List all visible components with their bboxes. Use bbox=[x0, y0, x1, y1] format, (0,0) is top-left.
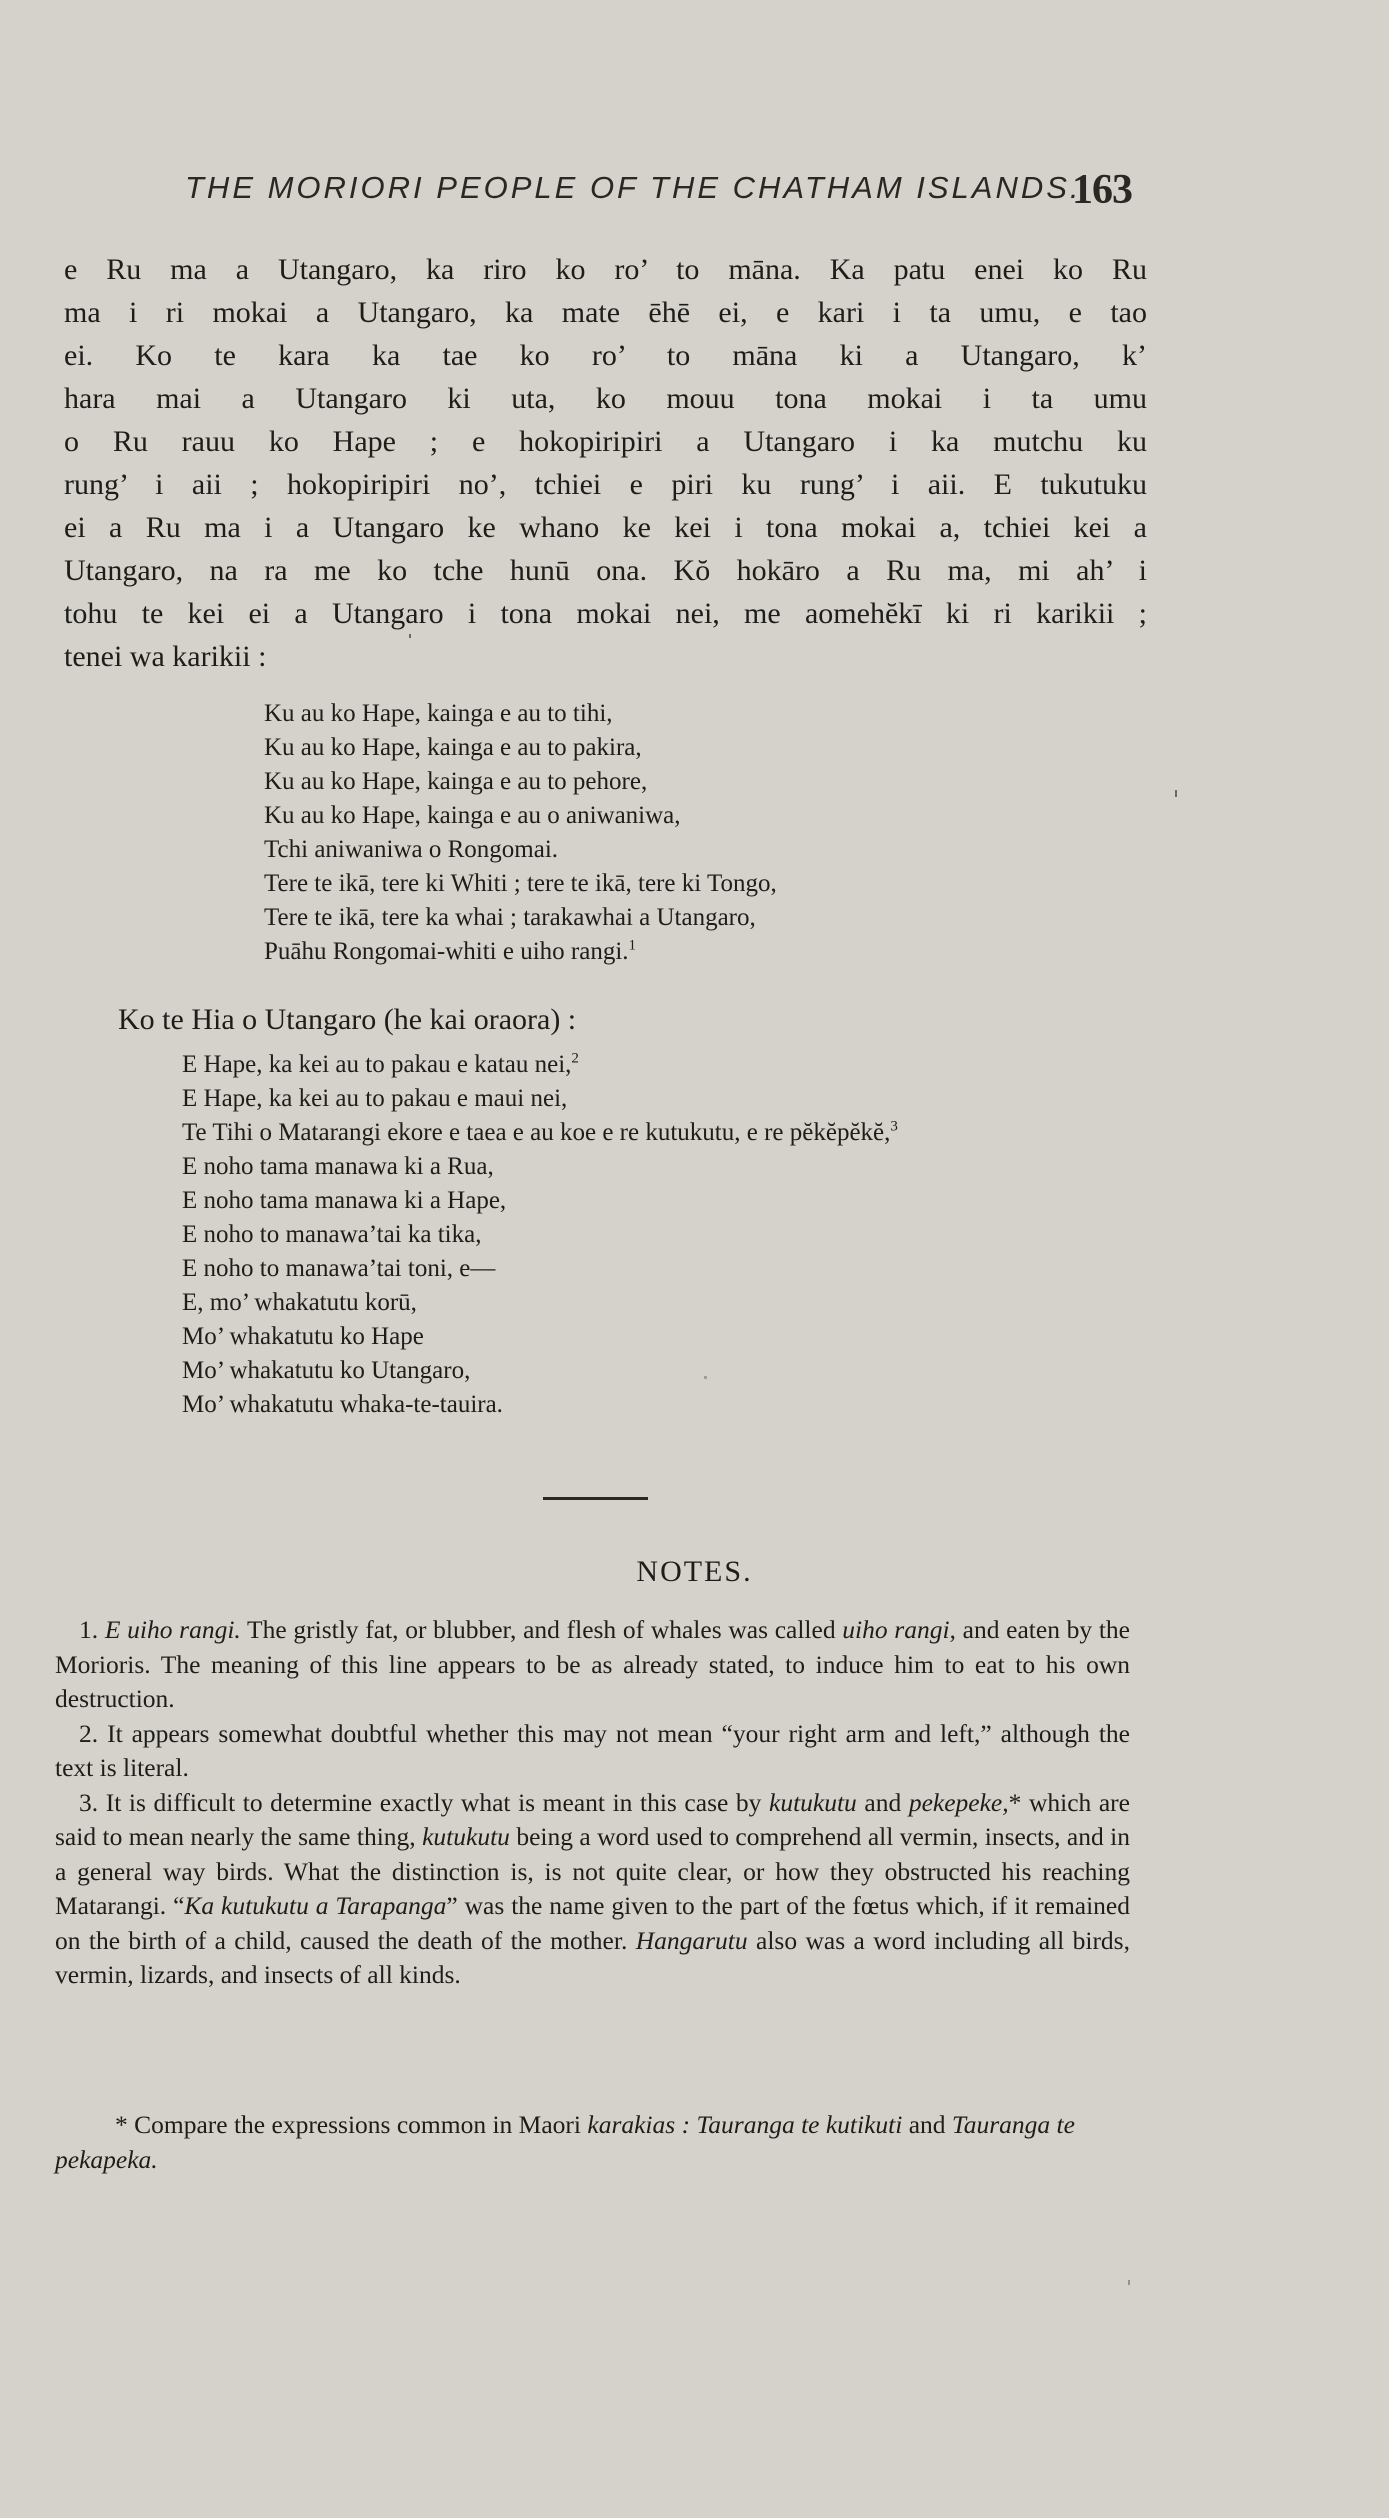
footnote bbox=[55, 2108, 1130, 2177]
verse-line: E, mo’ whakatutu korū, bbox=[182, 1289, 417, 1316]
verse-line: E noho tama manawa ki a Hape, bbox=[182, 1187, 507, 1214]
note-text: and eaten by the Morioris. The meaning of this line appears to be as already stated, to induce him to eat to his own destruction. bbox=[55, 1615, 1130, 1713]
verse-line: Ku au ko Hape, kainga e au o aniwaniwa, bbox=[264, 802, 681, 829]
note-text: * which are said to mean nearly the same thing, bbox=[55, 1787, 1130, 1851]
note-text: also was a word including all birds, vermin, lizards, and insects of all kinds. bbox=[55, 1925, 1130, 1989]
body-paragraph bbox=[64, 248, 1147, 678]
verse-line: E noho tama manawa ki a Rua, bbox=[182, 1153, 494, 1180]
body-line: tenei wa karikii : bbox=[64, 640, 267, 673]
verse-line: Ku au ko Hape, kainga e au to tihi, bbox=[264, 700, 613, 727]
footnote-text bbox=[55, 2108, 1130, 2177]
note-text: The gristly fat, or blubber, and flesh of whales was called bbox=[240, 1615, 843, 1644]
verse-line: Ku au ko Hape, kainga e au to pehore, bbox=[264, 768, 648, 795]
footnote-marker: 3 bbox=[890, 1118, 898, 1135]
body-line: e Ru ma a Utangaro, ka riro ko ro’ to māna. Ka patu enei ko Ru bbox=[64, 253, 1147, 286]
body-line: Utangaro, na ra me ko tche hunū ona. Kŏ hokāro a Ru ma, mi ah’ i bbox=[64, 554, 1147, 587]
note-3 bbox=[55, 1786, 1130, 1993]
note-term: kutukutu bbox=[422, 1822, 510, 1851]
verse-line: Tchi aniwaniwa o Rongomai. bbox=[264, 836, 559, 863]
note-text: and bbox=[856, 1787, 909, 1817]
verse-line-text: E Hape, ka kei au to pakau e katau nei, bbox=[182, 1051, 572, 1078]
footnote-term: Tauranga te pekapeka. bbox=[55, 2110, 1075, 2174]
body-line: ei a Ru ma i a Utangaro ke whano ke kei i tona mokai a, tchiei kei a bbox=[64, 511, 1147, 544]
karakia-verse bbox=[264, 697, 777, 969]
verse-line: E Hape, ka kei au to pakau e maui nei, bbox=[182, 1085, 568, 1112]
note-2: 2. It appears somewhat doubtful whether this may not mean “your right arm and left,” although the text is literal. bbox=[55, 1718, 1130, 1782]
verse-line bbox=[264, 935, 777, 969]
running-title: THE MORIORI PEOPLE OF THE CHATHAM ISLANDS. bbox=[185, 170, 1082, 205]
verse-line: Mo’ whakatutu whaka-te-tauira. bbox=[182, 1391, 503, 1418]
note-term: Ka kutukutu a Tarapanga bbox=[184, 1891, 447, 1920]
verse-line: Tere te ikā, tere ki Whiti ; tere te ikā, tere ki Tongo, bbox=[264, 870, 777, 897]
body-line: hara mai a Utangaro ki uta, ko mouu tona mokai i ta umu bbox=[64, 382, 1147, 415]
note-term: kutukutu bbox=[769, 1787, 857, 1817]
footnote-term: karakias : bbox=[587, 2110, 691, 2139]
verse-line: Mo’ whakatutu ko Utangaro, bbox=[182, 1357, 471, 1384]
note-text: ” was the name given to the part of the fœtus which, if it remained on the birth of a child, caused the death of the mother. bbox=[55, 1891, 1130, 1955]
verse-line bbox=[182, 1116, 898, 1150]
note-term: uiho rangi, bbox=[842, 1615, 956, 1644]
hia-verse bbox=[182, 1048, 898, 1422]
footnote-segment: and bbox=[902, 2110, 952, 2139]
paper-speck bbox=[1175, 790, 1177, 797]
page-header bbox=[185, 166, 1185, 216]
body-line: o Ru rauu ko Hape ; e hokopiripiri a Utangaro i ka mutchu ku bbox=[64, 425, 1147, 458]
verse-line: Tere te ikā, tere ka whai ; tarakawhai a Utangaro, bbox=[264, 904, 756, 931]
note-text: 3. It is difficult to determine exactly what is meant in this case by bbox=[79, 1787, 769, 1817]
notes-section bbox=[55, 1613, 1130, 1993]
paper-speck bbox=[1128, 2280, 1130, 2285]
note-term: E uiho rangi. bbox=[104, 1615, 241, 1644]
verse-line-text: Te Tihi o Matarangi ekore e taea e au koe e re kutukutu, e re pĕkĕpĕkĕ, bbox=[182, 1119, 891, 1146]
note-term: pekepeke, bbox=[908, 1787, 1009, 1817]
verse-line-text: Puāhu Rongomai-whiti e uiho rangi. bbox=[264, 938, 629, 965]
note-1 bbox=[55, 1613, 1130, 1717]
notes-heading: NOTES. bbox=[636, 1555, 753, 1588]
body-line: rung’ i aii ; hokopiripiri no’, tchiei e piri ku rung’ i aii. E tukutuku bbox=[64, 468, 1147, 501]
body-line: ma i ri mokai a Utangaro, ka mate ēhē ei, e kari i ta umu, e tao bbox=[64, 296, 1147, 329]
footnote-marker: 1 bbox=[628, 937, 637, 954]
verse-line: Mo’ whakatutu ko Hape bbox=[182, 1323, 424, 1350]
verse-line: E noho to manawa’tai toni, e— bbox=[182, 1255, 496, 1282]
paper-speck bbox=[409, 634, 411, 638]
paper-speck bbox=[704, 1376, 707, 1379]
footnote-term: Tauranga te kutikuti bbox=[696, 2110, 903, 2139]
footnote-segment: * Compare the expressions common in Maori bbox=[115, 2110, 588, 2139]
verse-line: Ku au ko Hape, kainga e au to pakira, bbox=[264, 734, 642, 761]
footnote-marker: 2 bbox=[571, 1050, 579, 1067]
verse-line: E noho to manawa’tai ka tika, bbox=[182, 1221, 482, 1248]
body-line: tohu te kei ei a Utangaro i tona mokai nei, me aomehĕkī ki ri karikii ; bbox=[64, 597, 1147, 630]
hia-heading: Ko te Hia o Utangaro (he kai oraora) : bbox=[118, 1003, 577, 1036]
note-text: being a word used to comprehend all vermin, insects, and in a general way birds. What the distinction is, is not quite clear, or how they obstructed his reaching Matarangi. “ bbox=[55, 1822, 1131, 1920]
section-divider bbox=[543, 1497, 648, 1500]
note-term: Hangarutu bbox=[635, 1925, 748, 1955]
body-line: ei. Ko te kara ka tae ko ro’ to māna ki a Utangaro, k’ bbox=[64, 339, 1147, 372]
verse-line bbox=[182, 1048, 898, 1082]
note-number: 1. bbox=[79, 1615, 99, 1644]
page-number: 163 bbox=[1072, 167, 1132, 213]
